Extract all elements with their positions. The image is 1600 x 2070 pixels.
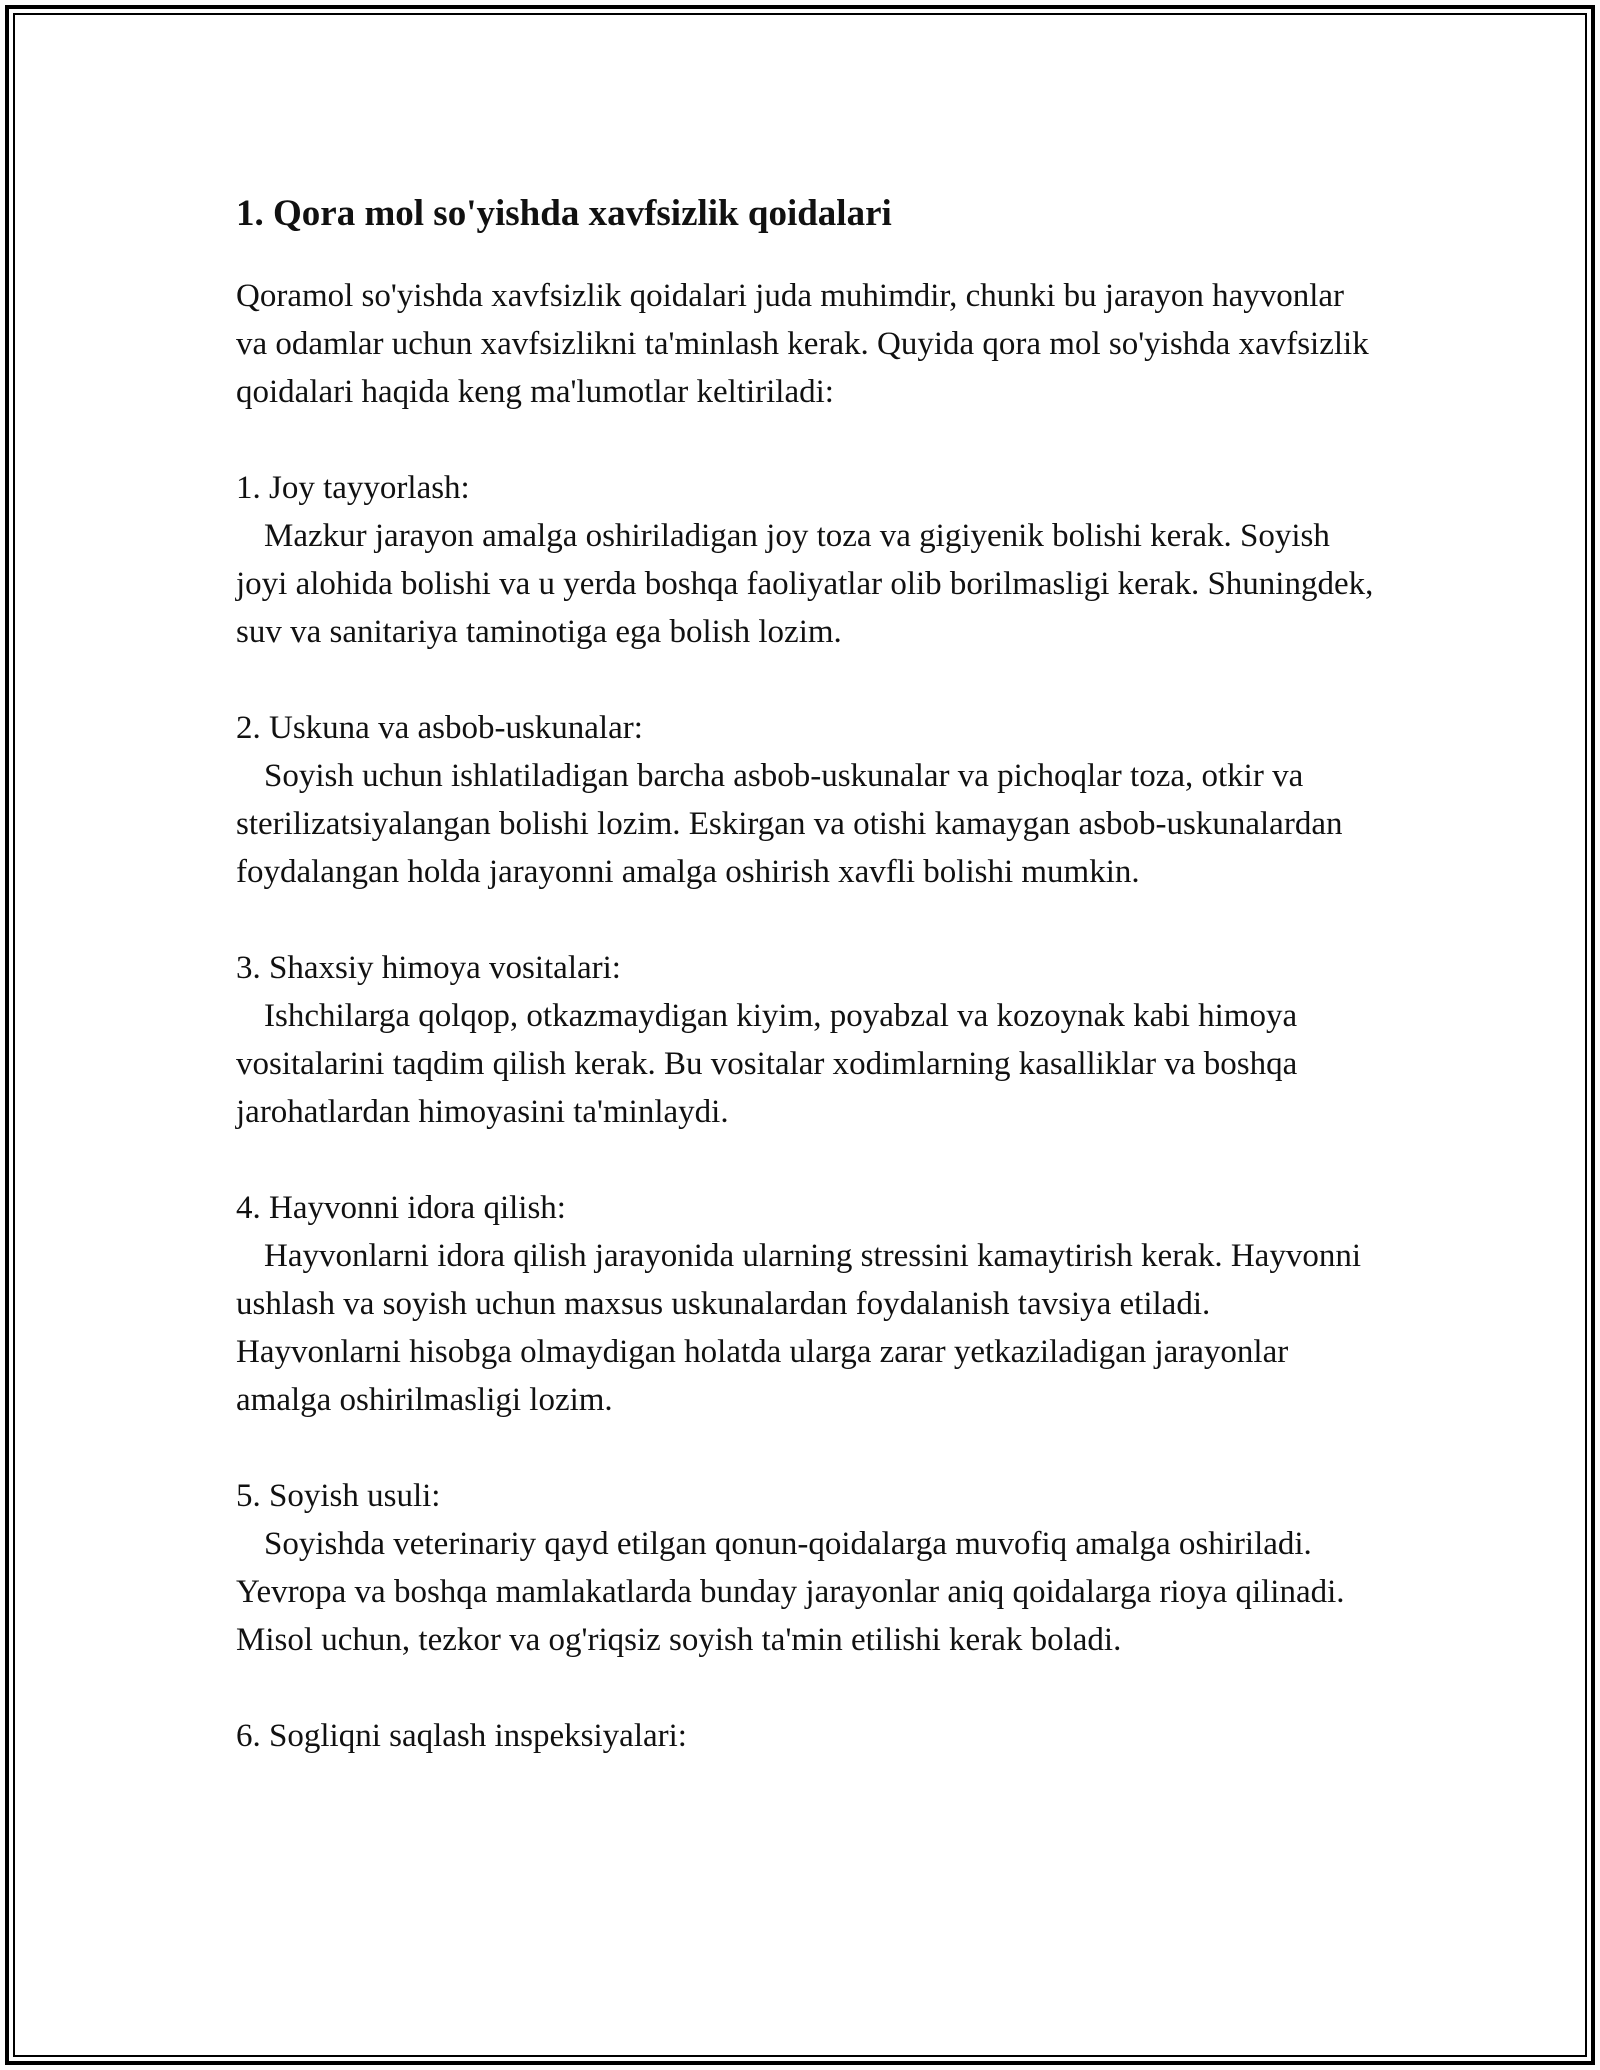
section-heading: 3. Shaxsiy himoya vositalari: <box>236 950 621 986</box>
section-himoya-vositalari <box>236 944 1376 1136</box>
section-sogliqni-saqlash <box>236 1712 1376 1760</box>
section-soyish-usuli <box>236 1472 1376 1664</box>
intro-paragraph: Qoramol so'yishda xavfsizlik qoidalari juda muhimdir, chunki bu jarayon hayvonlar va odamlar uchun xavfsizlikni ta'minlash kerak. Quyida qora mol so'yishda xavfsizlik qoidalari haqida keng ma'lumotlar keltiriladi: <box>236 278 1369 410</box>
section-body: Ishchilarga qolqop, otkazmaydigan kiyim, poyabzal va kozoynak kabi himoya vositalarini taqdim qilish kerak. Bu vositalar xodimlarning kasalliklar va boshqa jarohatlardan himoyasini ta'minlaydi. <box>236 998 1298 1130</box>
section-heading: 4. Hayvonni idora qilish: <box>236 1190 566 1226</box>
section-heading: 5. Soyish usuli: <box>236 1478 441 1514</box>
section-body: Soyish uchun ishlatiladigan barcha asbob-uskunalar va pichoqlar toza, otkir va sterilizatsiyalangan bolishi lozim. Eskirgan va otishi kamaygan asbob-uskunalardan foydalangan holda jarayonni amalga oshirish xavfli bolishi mumkin. <box>236 758 1343 890</box>
document-title: 1. Qora mol so'yishda xavfsizlik qoidalari <box>236 193 892 234</box>
section-heading: 6. Sogliqni saqlash inspeksiyalari: <box>236 1718 687 1754</box>
section-heading: 1. Joy tayyorlash: <box>236 470 470 506</box>
section-uskuna <box>236 704 1376 896</box>
section-body: Mazkur jarayon amalga oshiriladigan joy toza va gigiyenik bolishi kerak. Soyish joyi alohida bolishi va u yerda boshqa faoliyatlar olib borilmasligi kerak. Shuningdek, suv va sanitariya taminotiga ega bolish lozim. <box>236 518 1374 650</box>
section-hayvonni-idora <box>236 1184 1376 1424</box>
section-body: Soyishda veterinariy qayd etilgan qonun-qoidalarga muvofiq amalga oshiriladi. Yevropa va boshqa mamlakatlarda bunday jarayonlar aniq qoidalarga rioya qilinadi. Misol uchun, tezkor va og'riqsiz soyish ta'min etilishi kerak boladi. <box>236 1526 1345 1658</box>
section-heading: 2. Uskuna va asbob-uskunalar: <box>236 710 643 746</box>
section-joy-tayyorlash <box>236 464 1376 656</box>
section-body: Hayvonlarni idora qilish jarayonida ularning stressini kamaytirish kerak. Hayvonni ushlash va soyish uchun maxsus uskunalardan foydalanish tavsiya etiladi. Hayvonlarni hisobga olmaydigan holatda ularga zarar yetkaziladigan jarayonlar amalga oshirilmasligi lozim. <box>236 1238 1361 1418</box>
document-page <box>236 190 1376 1760</box>
